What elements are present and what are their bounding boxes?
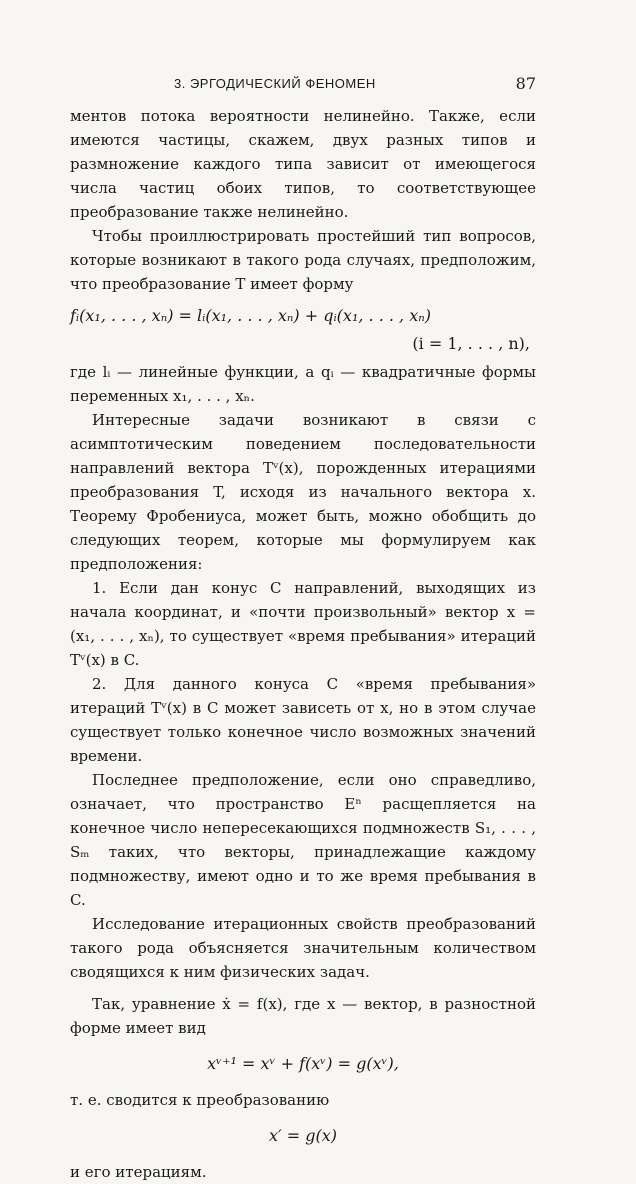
paragraph-5: Последнее предположение, если оно справедливо, означает, что пространство Eⁿ расщепляется на конечное число непересекающихся подмножеств S₁, . . . , Sₘ таких, что векторы, принадлежащие каждому подмножеству, имеют одно и то же время пребывания в C. — [70, 771, 536, 909]
spacer — [70, 984, 536, 992]
paragraph-7: Так, уравнение ẋ = f(x), где x — вектор, в разностной форме имеет вид — [70, 995, 536, 1037]
page-body — [70, 104, 536, 1184]
paragraph-2: Чтобы проиллюстрировать простейший тип вопросов, которые возникают в такого рода случаях, предположим, что преобразование T имеет форму — [70, 227, 536, 293]
formula-condition: (i = 1, . . . , n), — [412, 334, 530, 353]
page-number: 87 — [515, 74, 536, 93]
running-head: 3. ЭРГОДИЧЕСКИЙ ФЕНОМЕН — [174, 76, 376, 91]
paragraph-1: ментов потока вероятности нелинейно. Также, если имеются частицы, скажем, двух разных типов и размножение каждого типа зависит от имеющегося числа частиц обоих типов, то соответствующее преобразование также нелинейно. — [70, 107, 536, 221]
formula-transformation: fᵢ(x₁, . . . , xₙ) = lᵢ(x₁, . . . , xₙ) + qᵢ(x₁, . . . , xₙ) — [70, 306, 431, 325]
paragraph-9: и его итерациям. — [70, 1163, 207, 1181]
page-header — [70, 74, 536, 94]
paragraph-4: Интересные задачи возникают в связи с асимптотическим поведением последовательности направлений вектора Tᵛ(x), порожденных итерациями преобразования T, исходя из начального вектора x. Теорему Фробениуса, может быть, можно обобщить до следующих теорем, которые мы формулируем как предположения: — [70, 411, 536, 573]
paragraph-6: Исследование итерационных свойств преобразований такого рода объясняется значительным количеством сводящихся к ним физических задач. — [70, 915, 536, 981]
paragraph-3: где lᵢ — линейные функции, а qᵢ — квадратичные формы переменных x₁, . . . , xₙ. — [70, 363, 536, 405]
formula-difference: xᵛ⁺¹ = xᵛ + f(xᵛ) = g(xᵛ), — [207, 1054, 399, 1073]
paragraph-8: т. е. сводится к преобразованию — [70, 1091, 330, 1109]
conjecture-2: 2. Для данного конуса C «время пребывания» итераций Tᵛ(x) в C может зависеть от x, но в этом случае существует только конечное число возможных значений времени. — [70, 675, 536, 765]
formula-map: x′ = g(x) — [269, 1126, 337, 1145]
conjecture-1: 1. Если дан конус C направлений, выходящих из начала координат, и «почти произвольный» вектор x = (x₁, . . . , xₙ), то существует «время пребывания» итераций Tᵛ(x) в C. — [70, 579, 536, 669]
